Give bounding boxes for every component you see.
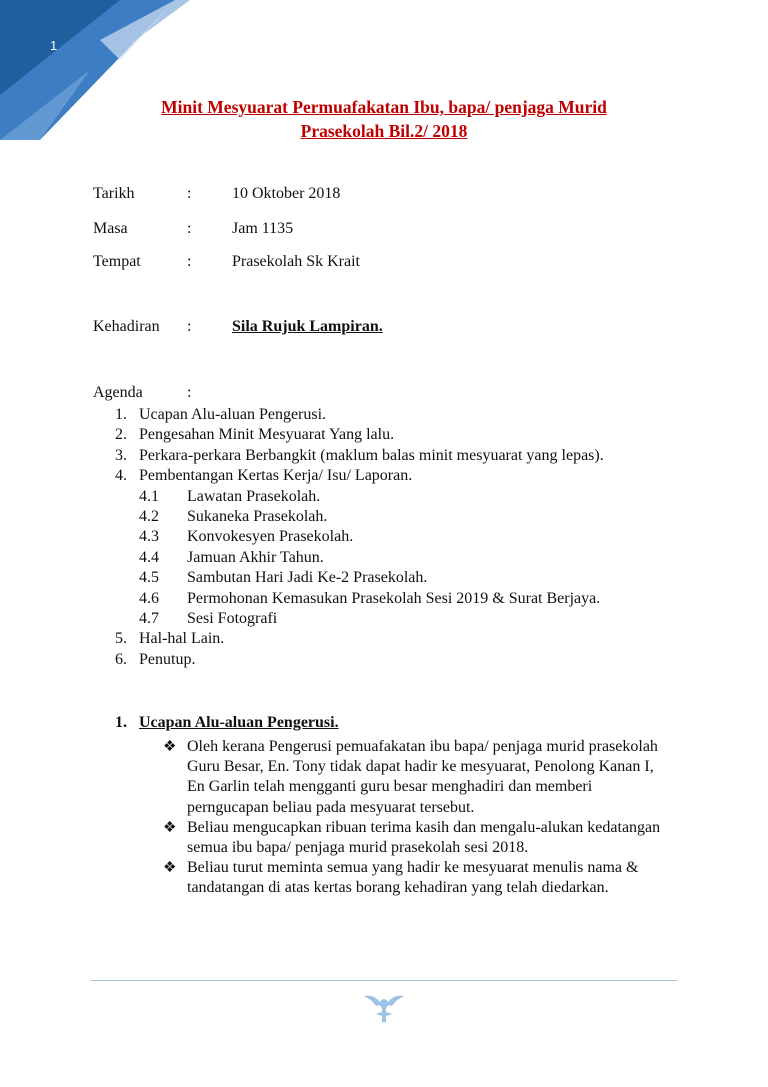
agenda-sub-text: Sukaneka Prasekolah. — [187, 507, 328, 525]
agenda-label: Agenda — [93, 384, 143, 401]
section-bullets — [0, 737, 768, 899]
agenda-sub-text: Konvokesyen Prasekolah. — [187, 528, 354, 546]
agenda-sub-text: Lawatan Prasekolah. — [187, 487, 321, 505]
agenda-item-text: Ucapan Alu-aluan Pengerusi. — [139, 406, 327, 423]
bullet-text: Beliau turut meminta semua yang hadir ke mesyuarat menulis nama & tandatangan di atas kertas borang kehadiran yang telah diedarkan. — [187, 859, 639, 897]
field-value: Jam 1135 — [232, 220, 294, 237]
field-value: Sila Rujuk Lampiran. — [232, 318, 383, 335]
bullet-item — [0, 737, 667, 818]
agenda-item-text: Perkara-perkara Berbangkit (maklum balas minit mesyuarat yang lepas). — [139, 446, 604, 464]
field-colon: : — [187, 185, 192, 202]
bullet-item — [0, 818, 667, 858]
agenda-item — [0, 629, 768, 649]
agenda-item — [0, 425, 768, 445]
field-label: Masa — [93, 220, 128, 237]
agenda-item — [0, 650, 768, 670]
agenda-sub-number: 4.4 — [139, 548, 159, 566]
field-value: Prasekolah Sk Krait — [232, 253, 360, 270]
bullet-text: Beliau mengucapkan ribuan terima kasih dan mengalu-alukan kedatangan semua ibu bapa/ penjaga murid prasekolah sesi 2018. — [187, 818, 661, 857]
agenda-sub-text: Sesi Fotografi — [187, 609, 278, 627]
agenda-item-text: Pembentangan Kertas Kerja/ Isu/ Laporan. — [139, 467, 413, 485]
agenda-sub-number: 4.5 — [139, 569, 159, 587]
agenda-sub-number: 4.1 — [139, 487, 159, 505]
agenda-item — [0, 466, 768, 486]
diamond-bullet-icon: ❖ — [163, 860, 177, 877]
field-value: 10 Oktober 2018 — [232, 185, 341, 202]
agenda-item-number: 2. — [115, 426, 127, 444]
agenda-sub-item — [0, 548, 768, 568]
section-number: 1. — [115, 714, 127, 731]
agenda-item-number: 6. — [115, 650, 127, 668]
section-title: Ucapan Alu-aluan Pengerusi. — [139, 714, 339, 731]
agenda-item — [0, 446, 768, 466]
agenda-sub-item — [0, 487, 768, 507]
agenda-sub-item — [0, 609, 768, 629]
document-title — [100, 95, 668, 143]
field-colon: : — [187, 220, 192, 237]
agenda-sub-text: Sambutan Hari Jadi Ke-2 Prasekolah. — [187, 569, 428, 587]
footer-ornament-icon — [360, 992, 408, 1026]
agenda-item-number: 4. — [115, 467, 127, 485]
diamond-bullet-icon: ❖ — [163, 819, 177, 836]
bullet-item — [0, 858, 667, 898]
agenda-sub-item — [0, 507, 768, 527]
agenda-sub-number: 4.7 — [139, 609, 159, 627]
field-label: Tempat — [93, 253, 141, 270]
field-label: Tarikh — [93, 185, 135, 202]
agenda-sub-text: Permohonan Kemasukan Prasekolah Sesi 2019 & Surat Berjaya. — [187, 589, 601, 607]
agenda-sub-number: 4.2 — [139, 507, 159, 525]
agenda-sub-item — [0, 568, 768, 588]
title-line-1: Minit Mesyuarat Permuafakatan Ibu, bapa/ penjaga Murid — [161, 97, 607, 117]
agenda-item — [0, 405, 768, 425]
agenda-sub-text: Jamuan Akhir Tahun. — [187, 548, 324, 566]
page-number: 1 — [50, 38, 58, 53]
bullet-text: Oleh kerana Pengerusi pemuafakatan ibu bapa/ penjaga murid prasekolah Guru Besar, En. Tony tidak dapat hadir ke mesyuarat, Penolong Kanan I, En Garlin telah mengganti guru besar menghadiri dan memberi perngucapan beliau pada mesyuarat tersebut. — [187, 738, 658, 816]
agenda-item-number: 5. — [115, 630, 127, 648]
agenda-list — [0, 405, 768, 670]
footer-divider — [91, 980, 677, 981]
agenda-item-text: Penutup. — [139, 650, 196, 668]
agenda-item-number: 1. — [115, 406, 127, 423]
agenda-colon: : — [187, 384, 192, 401]
agenda-item-text: Hal-hal Lain. — [139, 630, 225, 648]
title-line-2: Prasekolah Bil.2/ 2018 — [300, 121, 468, 141]
agenda-item-text: Pengesahan Minit Mesyuarat Yang lalu. — [139, 426, 395, 444]
agenda-sub-item — [0, 589, 768, 609]
field-label: Kehadiran — [93, 318, 160, 335]
agenda-sub-number: 4.3 — [139, 528, 159, 546]
agenda-heading — [93, 384, 192, 402]
diamond-bullet-icon: ❖ — [163, 739, 177, 755]
section-heading — [115, 714, 339, 732]
agenda-item-number: 3. — [115, 446, 127, 464]
field-colon: : — [187, 318, 192, 335]
agenda-sub-number: 4.6 — [139, 589, 159, 607]
field-colon: : — [187, 253, 192, 270]
agenda-sub-item — [0, 527, 768, 547]
